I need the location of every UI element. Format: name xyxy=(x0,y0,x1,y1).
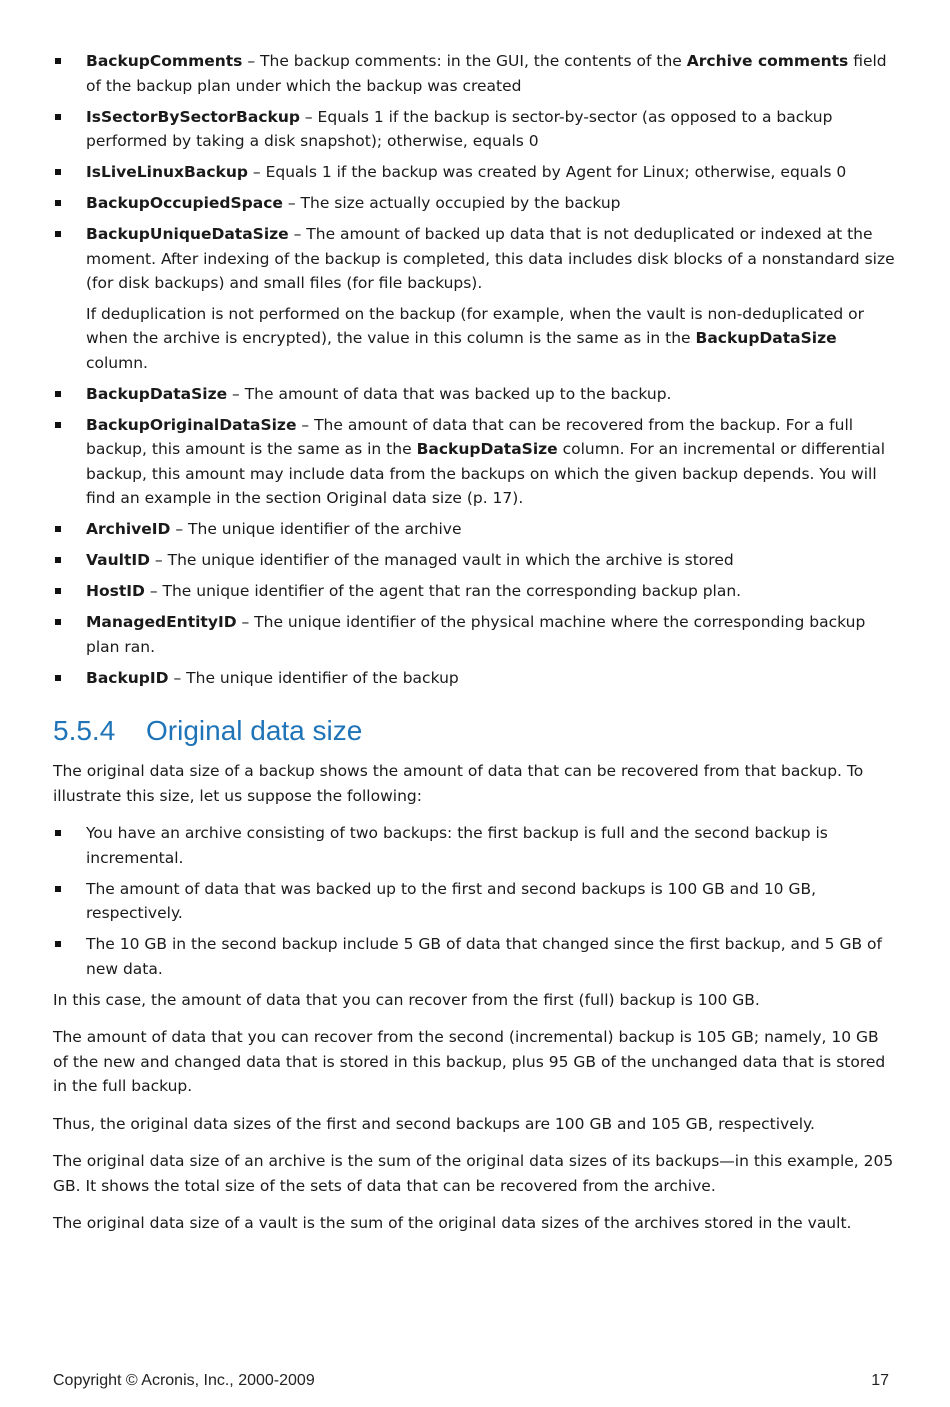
bullet-icon xyxy=(55,557,61,563)
bullet-icon xyxy=(55,941,61,947)
field-description-end: field of the backup plan under which the backup was created xyxy=(86,52,887,95)
document-page xyxy=(53,49,895,1249)
bullet-icon xyxy=(55,526,61,532)
field-name: ArchiveID xyxy=(86,520,171,538)
paragraph: The original data size of an archive is the sum of the original data sizes of its backups—in this example, 205 GB. It shows the total size of the sets of data that can be recovered from the archive. xyxy=(53,1152,894,1195)
paragraph: In this case, the amount of data that you can recover from the first (full) backup is 100 GB. xyxy=(53,990,760,1009)
field-description-end: column. For an incremental or differential backup, this amount may include data from the backups on which the given backup depends. You will find an example in the section Original data size (p. 17). xyxy=(86,440,886,507)
bullet-icon xyxy=(55,391,61,397)
list-item xyxy=(53,610,895,659)
field-emphasis: BackupDataSize xyxy=(416,440,558,458)
field-description: – The unique identifier of the agent that ran the corresponding backup plan. xyxy=(144,582,742,600)
list-item xyxy=(53,222,895,375)
list-item xyxy=(53,160,895,185)
bullet-icon xyxy=(55,169,61,175)
bullet-icon xyxy=(55,675,61,681)
field-name: BackupComments xyxy=(86,52,243,70)
field-name: ManagedEntityID xyxy=(86,613,237,631)
field-description: – The unique identifier of the physical machine where the corresponding backup plan ran. xyxy=(86,613,866,656)
field-description: – Equals 1 if the backup is sector-by-sector (as opposed to a backup performed by taking a disk snapshot); otherwise, equals 0 xyxy=(86,107,833,150)
list-item xyxy=(53,517,895,542)
bullet-icon xyxy=(55,886,61,892)
bullet-icon xyxy=(55,422,61,428)
bullet-icon xyxy=(55,200,61,206)
field-name: VaultID xyxy=(86,551,150,569)
bullet-icon xyxy=(55,619,61,625)
list-item xyxy=(53,49,895,98)
field-name: BackupOriginalDataSize xyxy=(86,415,297,434)
list-item xyxy=(53,191,895,216)
scenario-text: The amount of data that was backed up to the first and second backups is 100 GB and 10 GB, respectively. xyxy=(86,879,817,922)
list-item xyxy=(53,821,895,870)
page-footer xyxy=(53,1372,889,1390)
field-name: IsLiveLinuxBackup xyxy=(86,163,248,181)
section-intro: The original data size of a backup shows the amount of data that can be recovered from that backup. To illustrate this size, let us suppose the following: xyxy=(53,762,864,805)
list-item xyxy=(53,413,895,511)
paragraph: The original data size of a vault is the sum of the original data sizes of the archives stored in the vault. xyxy=(53,1214,852,1232)
field-description: – Equals 1 if the backup was created by Agent for Linux; otherwise, equals 0 xyxy=(247,163,847,181)
field-description: – The unique identifier of the archive xyxy=(170,520,462,538)
bullet-icon xyxy=(55,231,61,237)
field-emphasis: Archive comments xyxy=(686,52,849,70)
list-item xyxy=(53,548,895,573)
field-list xyxy=(53,49,895,690)
field-description: – The amount of data that can be recovered from the backup. For a full backup, this amount is the same as in the xyxy=(86,415,854,458)
list-item xyxy=(53,877,895,926)
list-item xyxy=(53,382,895,407)
list-item xyxy=(53,666,895,691)
section-number: 5.5.4 xyxy=(53,715,116,746)
field-description: – The unique identifier of the backup xyxy=(168,668,459,687)
field-name: BackupUniqueDataSize xyxy=(86,225,289,243)
field-name: HostID xyxy=(86,582,145,600)
bullet-icon xyxy=(55,114,61,120)
dedup-note xyxy=(86,302,895,376)
list-item xyxy=(53,579,895,604)
paragraph: Thus, the original data sizes of the first and second backups are 100 GB and 105 GB, respectively. xyxy=(53,1114,815,1133)
note-emphasis: BackupDataSize xyxy=(695,329,837,347)
field-description: – The amount of backed up data that is not deduplicated or indexed at the moment. After indexing of the backup is completed, this data includes disk blocks of a nonstandard size (for disk backups) and small files (for file backups). xyxy=(86,225,895,292)
field-description: – The amount of data that was backed up to the backup. xyxy=(227,384,672,403)
field-name: BackupDataSize xyxy=(86,384,228,403)
field-description: – The unique identifier of the managed vault in which the archive is stored xyxy=(150,551,734,569)
section-title: Original data size xyxy=(146,715,363,746)
note-text: If deduplication is not performed on the backup (for example, when the vault is non-deduplicated or when the archive is encrypted), the value in this column is the same as in the xyxy=(86,304,865,347)
list-item xyxy=(53,932,895,981)
scenario-text: The 10 GB in the second backup include 5 GB of data that changed since the first backup, and 5 GB of new data. xyxy=(86,935,882,978)
bullet-icon xyxy=(55,830,61,836)
bullet-icon xyxy=(55,588,61,594)
field-name: IsSectorBySectorBackup xyxy=(86,107,300,126)
list-item xyxy=(53,105,895,154)
field-name: BackupOccupiedSpace xyxy=(86,194,283,212)
scenario-list xyxy=(53,821,895,981)
note-text-end: column. xyxy=(86,353,148,372)
page-number: 17 xyxy=(871,1372,889,1389)
field-name: BackupID xyxy=(86,668,169,687)
section-heading xyxy=(53,714,895,748)
scenario-text: You have an archive consisting of two backups: the first backup is full and the second backup is incremental. xyxy=(86,824,828,867)
paragraph: The amount of data that you can recover from the second (incremental) backup is 105 GB; namely, 10 GB of the new and changed data that is stored in this backup, plus 95 GB of the unchanged data that is stored in the full backup. xyxy=(53,1028,886,1095)
copyright-notice: Copyright © Acronis, Inc., 2000-2009 xyxy=(53,1372,315,1389)
field-description: – The backup comments: in the GUI, the contents of the xyxy=(242,52,687,70)
field-description: – The size actually occupied by the backup xyxy=(282,194,621,212)
bullet-icon xyxy=(55,58,61,64)
